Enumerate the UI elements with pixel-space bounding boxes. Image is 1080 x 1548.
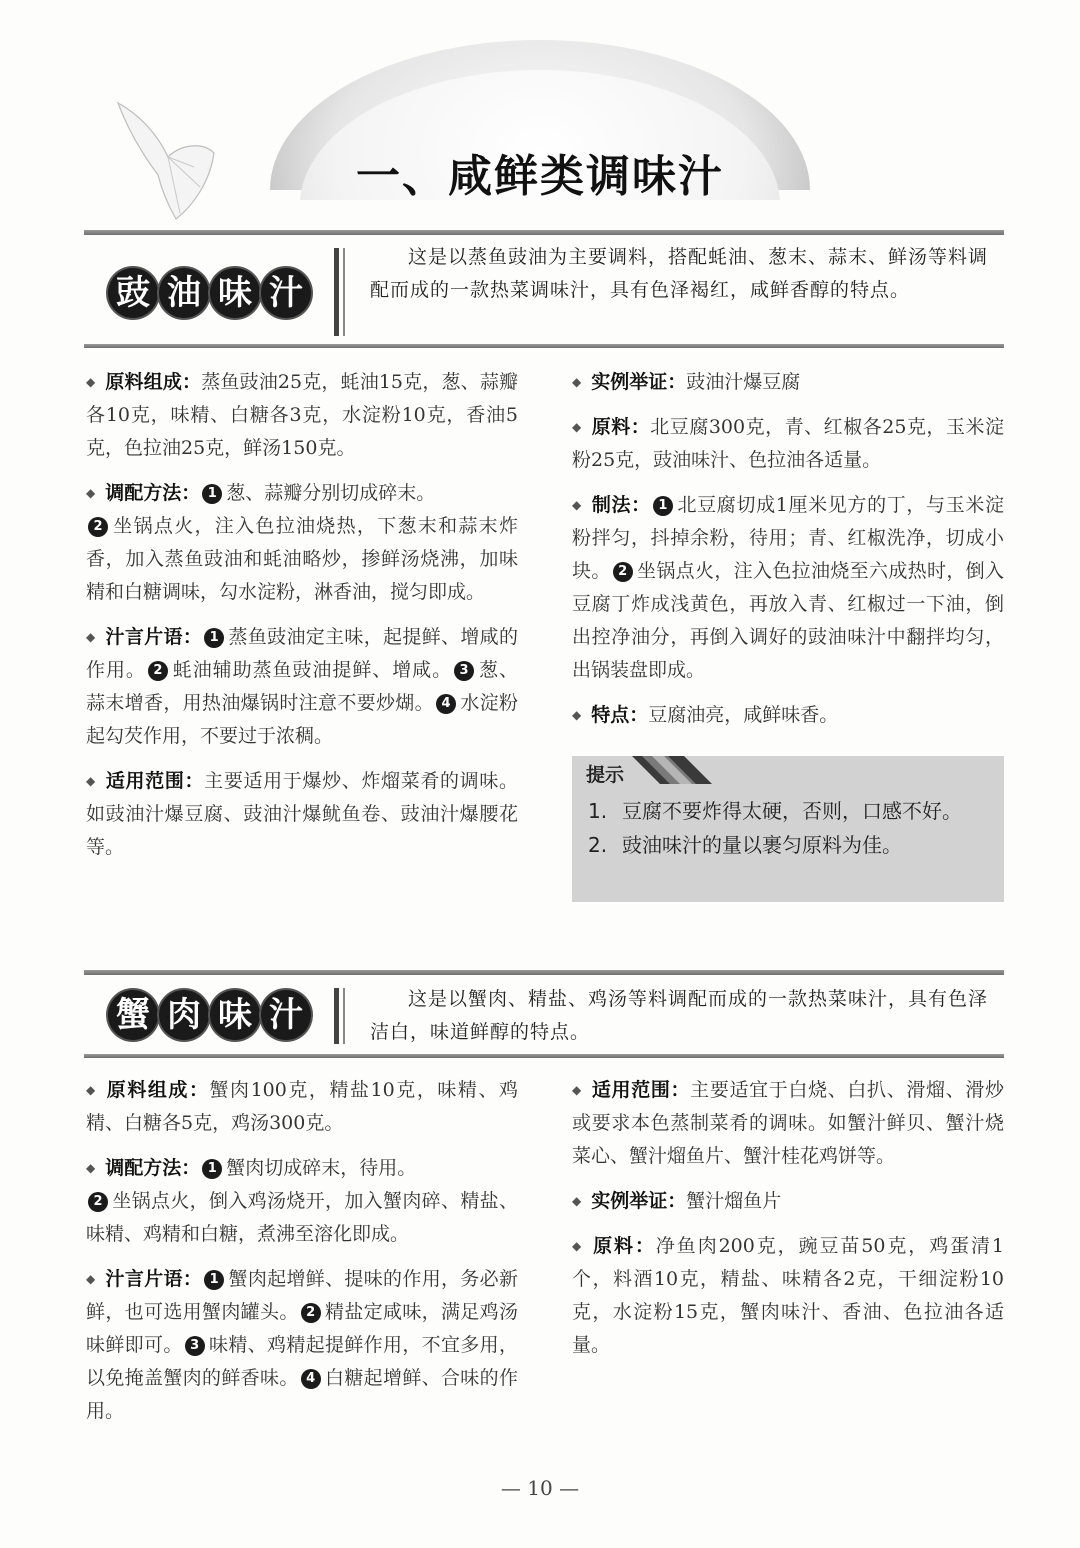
diamond-bullet-icon: ◆ <box>86 1083 96 1097</box>
example-paragraph: ◆ 实例举证：豉油汁爆豆腐 <box>572 366 1004 399</box>
diamond-bullet-icon: ◆ <box>572 708 582 722</box>
diamond-bullet-icon: ◆ <box>86 375 96 389</box>
step-number-1-icon: 1 <box>202 484 222 504</box>
section-top-rule <box>84 230 1004 235</box>
section-bottom-rule <box>84 1054 1004 1058</box>
step-number-1-icon: 1 <box>204 628 224 648</box>
badge-char: 蟹 <box>108 990 158 1040</box>
step-number-3-icon: 3 <box>454 661 474 681</box>
section-intro: 这是以蒸鱼豉油为主要调料，搭配蚝油、葱末、蒜末、鲜汤等料调配而成的一款热菜调味汁，具有色泽褐红，咸鲜香醇的特点。 <box>370 246 989 301</box>
diamond-bullet-icon: ◆ <box>86 630 96 644</box>
ingredients-paragraph: ◆ 原料组成：蒸鱼豉油25克，蚝油15克，葱、蒜瓣各10克，味精、白糖各3克，水淀粉10克，香油5克，色拉油25克，鲜汤150克。 <box>86 366 518 465</box>
notes-paragraph: ◆ 汁言片语： 1 蒸鱼豉油定主味，起提鲜、增咸的作用。 2 蚝油辅助蒸鱼豉油提鲜、增咸。 3 葱、蒜末增香，用热油爆锅时注意不要炒煳。 4 水淀粉起勾芡作用，不要过于浓稠。 <box>86 621 518 753</box>
diamond-bullet-icon: ◆ <box>86 1272 96 1286</box>
page-number: — 10 — <box>500 1476 580 1500</box>
tip-label: 提示 <box>586 764 625 786</box>
step-number-3-icon: 3 <box>185 1336 205 1356</box>
intro-divider <box>334 988 339 1044</box>
tip-item: 1. 豆腐不要炸得太硬，否则，口感不好。 <box>588 799 962 823</box>
diamond-bullet-icon: ◆ <box>572 1194 582 1208</box>
tip-item: 2. 豉油味汁的量以裹匀原料为佳。 <box>588 833 902 857</box>
badge-char: 味 <box>210 990 260 1040</box>
badge-char: 汁 <box>261 268 311 318</box>
diamond-bullet-icon: ◆ <box>572 420 582 434</box>
diamond-bullet-icon: ◆ <box>86 486 96 500</box>
section-title-badge <box>108 268 311 318</box>
tip-list <box>588 794 988 862</box>
intro-divider <box>334 248 339 336</box>
step-number-2-icon: 2 <box>88 1192 108 1212</box>
usage-paragraph: ◆ 适用范围：主要适用于爆炒、炸熘菜肴的调味。如豉油汁爆豆腐、豉油汁爆鱿鱼卷、豉油汁爆腰花等。 <box>86 765 518 864</box>
step-number-1-icon: 1 <box>653 496 673 516</box>
diamond-bullet-icon: ◆ <box>86 1161 96 1175</box>
features-paragraph: ◆ 特点：豆腐油亮，咸鲜味香。 <box>572 699 1004 732</box>
diamond-bullet-icon: ◆ <box>572 1239 582 1253</box>
badge-char: 肉 <box>159 990 209 1040</box>
right-column <box>572 366 1004 744</box>
section-title-badge <box>108 990 311 1040</box>
section-top-rule <box>84 970 1004 975</box>
ingredients-paragraph: ◆ 原料组成：蟹肉100克，精盐10克，味精、鸡精、白糖各5克，鸡汤300克。 <box>86 1074 518 1140</box>
step-number-2-icon: 2 <box>148 661 168 681</box>
badge-char: 油 <box>159 268 209 318</box>
example-paragraph: ◆ 实例举证：蟹汁熘鱼片 <box>572 1185 1004 1218</box>
step-number-2-icon: 2 <box>88 517 108 537</box>
tip-box <box>572 756 1004 902</box>
left-column <box>86 1074 518 1440</box>
usage-paragraph: ◆ 适用范围：主要适宜于白烧、白扒、滑熘、滑炒或要求本色蒸制菜肴的调味。如蟹汁鲜贝、蟹汁烧菜心、蟹汁熘鱼片、蟹汁桂花鸡饼等。 <box>572 1074 1004 1173</box>
diamond-bullet-icon: ◆ <box>572 375 582 389</box>
left-column <box>86 366 518 876</box>
materials-paragraph: ◆ 原料：净鱼肉200克，豌豆苗50克，鸡蛋清1个，料酒10克，精盐、味精各2克，干细淀粉10克，水淀粉15克，蟹肉味汁、香油、色拉油各适量。 <box>572 1230 1004 1362</box>
materials-paragraph: ◆ 原料：北豆腐300克，青、红椒各25克，玉米淀粉25克，豉油味汁、色拉油各适量。 <box>572 411 1004 477</box>
method-paragraph: ◆ 调配方法： 1 蟹肉切成碎末，待用。 2 坐锅点火，倒入鸡汤烧开，加入蟹肉碎、精盐、味精、鸡精和白糖，煮沸至溶化即成。 <box>86 1152 518 1251</box>
procedure-paragraph: ◆ 制法： 1 北豆腐切成1厘米见方的丁，与玉米淀粉拌匀，抖掉余粉，待用；青、红椒洗净，切成小块。 2 坐锅点火，注入色拉油烧至六成热时，倒入豆腐丁炸成浅黄色，再放入青、红椒过一下油，倒出控净油分，再倒入调好的豉油味汁中翻拌均匀，出锅装盘即成。 <box>572 489 1004 687</box>
step-number-4-icon: 4 <box>436 694 456 714</box>
badge-char: 豉 <box>108 268 158 318</box>
step-number-1-icon: 1 <box>202 1159 222 1179</box>
step-number-2-icon: 2 <box>301 1303 321 1323</box>
section-intro: 这是以蟹肉、精盐、鸡汤等料调配而成的一款热菜味汁，具有色泽洁白，味道鲜醇的特点。 <box>370 988 989 1043</box>
method-paragraph: ◆ 调配方法： 1 葱、蒜瓣分别切成碎末。 2 坐锅点火，注入色拉油烧热，下葱末和蒜末炸香，加入蒸鱼豉油和蚝油略炒，掺鲜汤烧沸，加味精和白糖调味，勾水淀粉，淋香油，搅匀即成。 <box>86 477 518 609</box>
section-bottom-rule <box>84 344 1004 348</box>
diamond-bullet-icon: ◆ <box>86 774 96 788</box>
notes-paragraph: ◆ 汁言片语： 1 蟹肉起增鲜、提味的作用，务必新鲜，也可选用蟹肉罐头。 2 精盐定咸味，满足鸡汤味鲜即可。 3 味精、鸡精起提鲜作用，不宜多用，以免掩盖蟹肉的鲜香味。 4 白糖起增鲜、合味的作用。 <box>86 1263 518 1428</box>
diamond-bullet-icon: ◆ <box>572 498 582 512</box>
badge-char: 味 <box>210 268 260 318</box>
chapter-title: 一、咸鲜类调味汁 <box>356 151 724 202</box>
diamond-bullet-icon: ◆ <box>572 1083 582 1097</box>
step-number-1-icon: 1 <box>204 1270 224 1290</box>
step-number-4-icon: 4 <box>301 1369 321 1389</box>
right-column <box>572 1074 1004 1374</box>
badge-char: 汁 <box>261 990 311 1040</box>
step-number-2-icon: 2 <box>613 562 633 582</box>
